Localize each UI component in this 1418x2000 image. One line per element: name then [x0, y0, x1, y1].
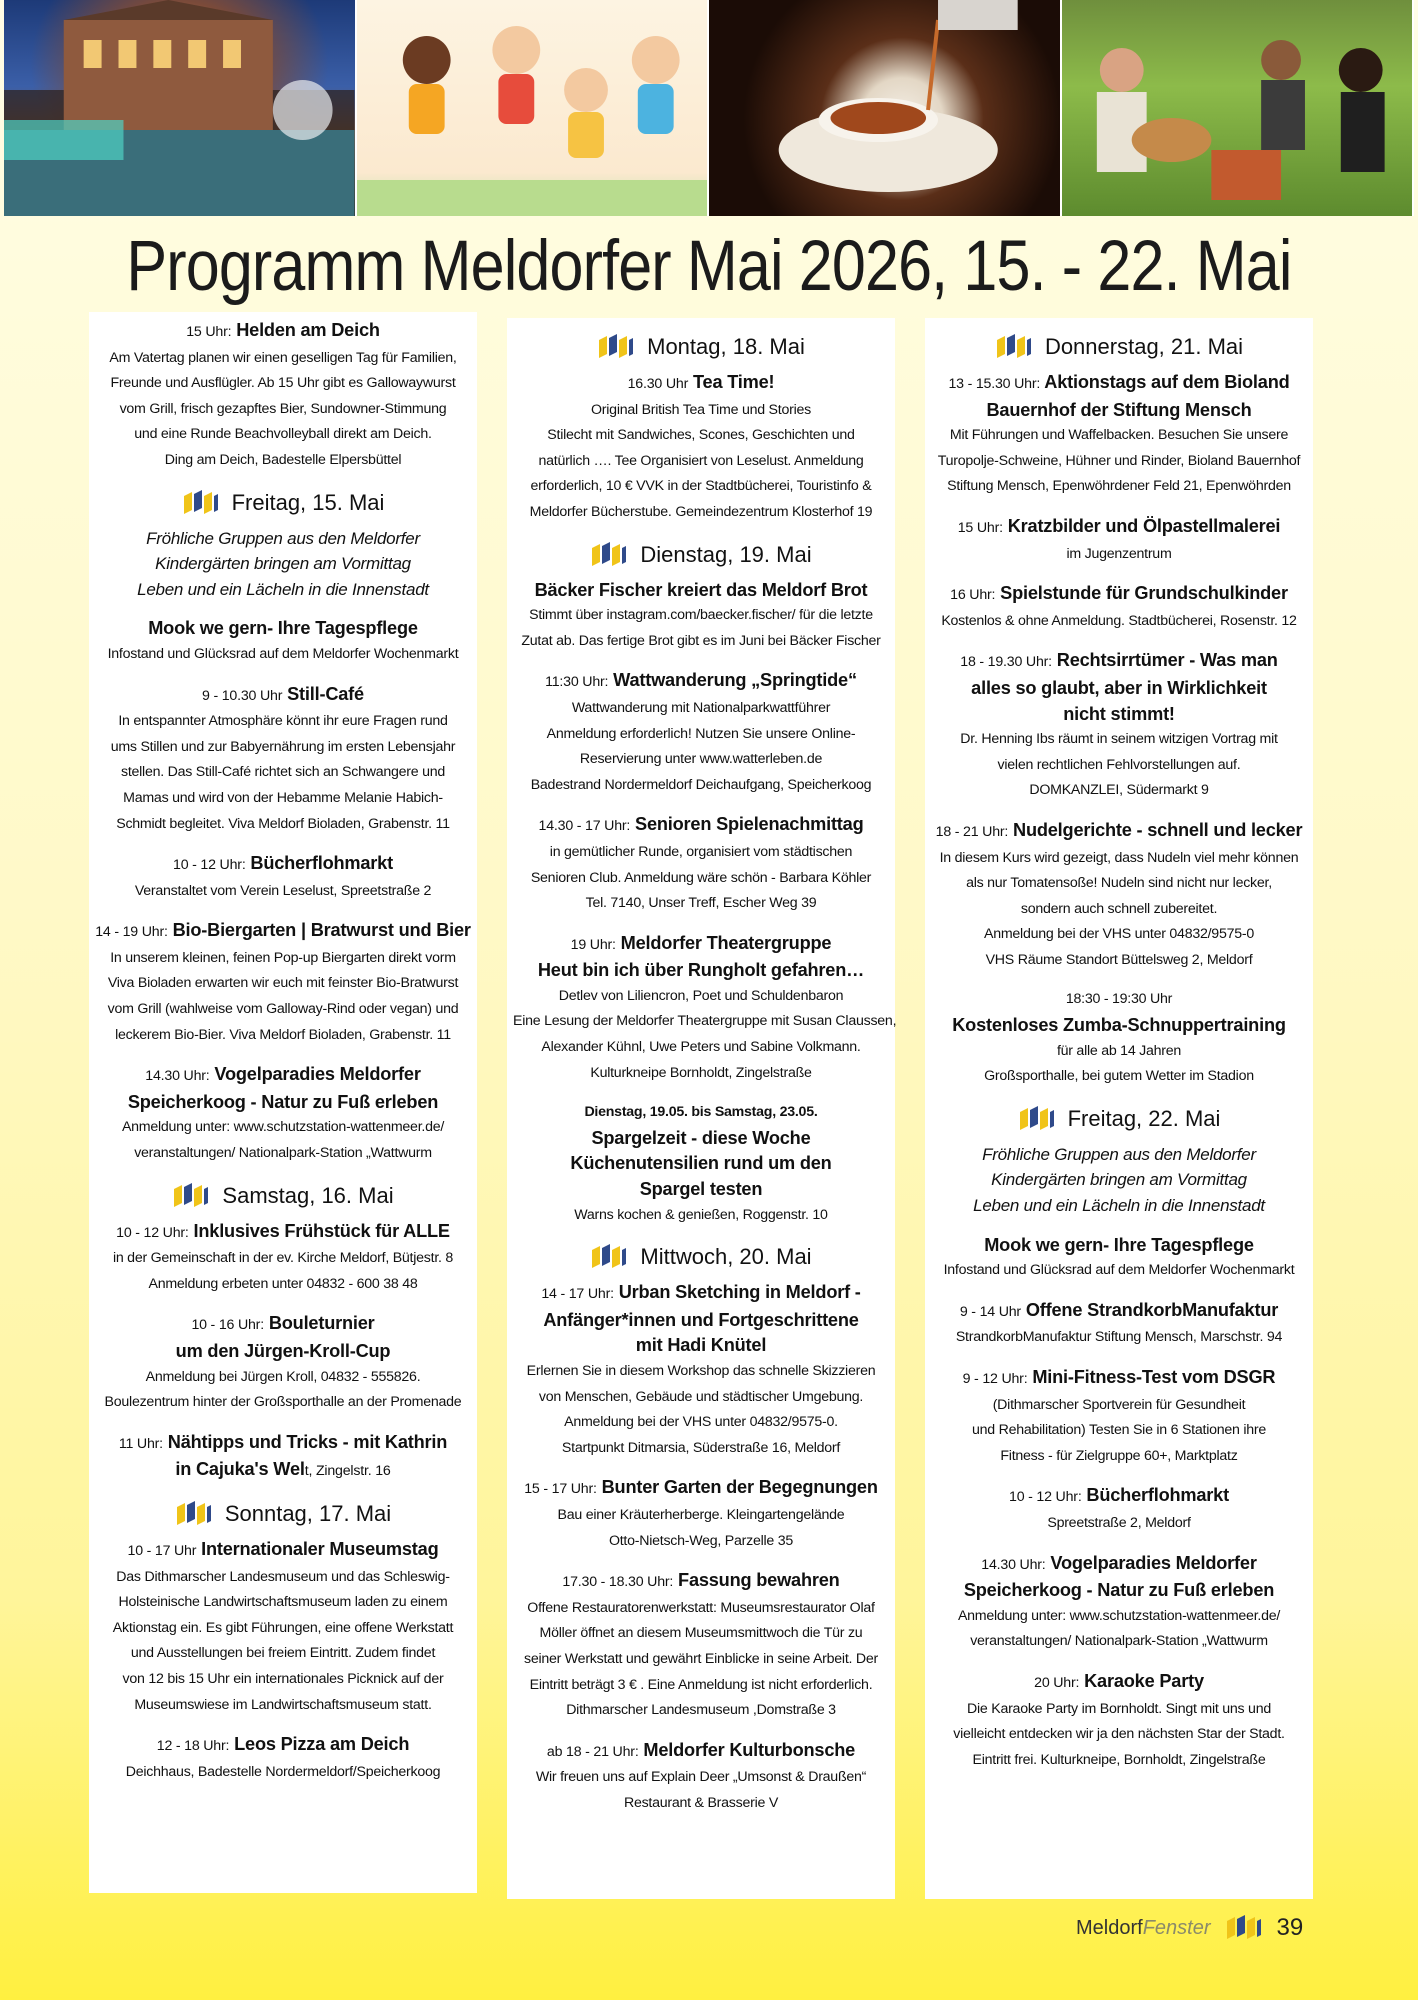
- event-leos-pizza: [95, 1732, 471, 1785]
- event-title: Still-Café: [287, 683, 364, 704]
- event-text: Großsporthalle, bei gutem Wetter im Stadion: [984, 1068, 1254, 1085]
- event-title: Bio-Biergarten | Bratwurst und Bier: [172, 920, 471, 941]
- event-time: 14.30 Uhr:: [145, 1068, 210, 1085]
- event-text: Kulturkneipe Bornholdt, Zingelstraße: [590, 1064, 812, 1081]
- day-heading-saturday-16: [95, 1181, 471, 1211]
- event-text: Kindergärten bringen am Vormittag: [991, 1170, 1247, 1190]
- event-title: Bücherflohmarkt: [1086, 1485, 1229, 1506]
- event-text: Detlev von Liliencron, Poet und Schuldenbaron: [558, 987, 844, 1004]
- event-text: Reservierung unter www.watterleben.de: [579, 751, 823, 768]
- event-time: 9 - 14 Uhr: [959, 1303, 1021, 1320]
- event-time: 9 - 10.30 Uhr: [202, 687, 283, 704]
- event-time: 18 - 21 Uhr:: [935, 823, 1009, 840]
- event-text: Senioren Club. Anmeldung wäre schön - Barbara Köhler: [530, 869, 872, 886]
- event-aktionstag-bioland: [931, 370, 1307, 500]
- event-text: Stiftung Mensch, Epenwöhrdener Feld 21, Epenwöhrden: [947, 478, 1291, 495]
- day-label: Donnerstag, 21. Mai: [1044, 334, 1244, 359]
- event-title-line-2: Speicherkoog - Natur zu Fuß erleben: [127, 1091, 439, 1112]
- event-title: Nähtipps und Tricks - mit Kathrin: [167, 1431, 448, 1452]
- event-text: Mit Führungen und Waffelbacken. Besuchen Sie unsere: [949, 427, 1289, 444]
- event-text: und eine Runde Beachvolleyball direkt am Deich.: [134, 426, 432, 443]
- event-text: VHS Räume Standort Büttelsweg 2, Meldorf: [985, 951, 1253, 968]
- event-text: Turopolje-Schweine, Hühner und Rinder, Bioland Bauernhof: [937, 452, 1301, 469]
- event-text: Wir freuen uns auf Explain Deer „Umsonst & Draußen“: [535, 1769, 867, 1786]
- event-time: 13 - 15.30 Uhr:: [948, 376, 1041, 392]
- event-time: 11:30 Uhr:: [545, 674, 609, 691]
- event-kindergaerten: [95, 526, 471, 603]
- event-title: Spargelzeit - diese Woche: [591, 1127, 811, 1148]
- event-title-line-2: um den Jürgen-Kroll-Cup: [175, 1341, 391, 1361]
- event-text: Freunde und Ausflügler. Ab 15 Uhr gibt es Gallowaywurst: [110, 375, 456, 392]
- event-title: Mini-Fitness-Test vom DSGR: [1032, 1367, 1276, 1387]
- event-text: Badestrand Nordermeldorf Deichaufgang, Speicherkoog: [530, 776, 872, 793]
- day-heading-wednesday-20: [513, 1242, 889, 1272]
- event-museumstag: [95, 1537, 471, 1718]
- event-text: Museumswiese im Landwirtschaftsmuseum statt.: [134, 1696, 432, 1713]
- event-buecherflohmarkt: [95, 851, 471, 904]
- event-text: Stilecht mit Sandwiches, Scones, Geschichten und: [547, 427, 855, 444]
- event-tea-time: [513, 370, 889, 526]
- event-time: 18 - 19.30 Uhr:: [960, 654, 1052, 671]
- event-title: Mook we gern- Ihre Tagespflege: [984, 1234, 1254, 1255]
- event-text: Infostand und Glücksrad auf dem Meldorfer Wochenmarkt: [107, 645, 459, 662]
- event-strandkorbmanufaktur: [931, 1298, 1307, 1351]
- event-text: In diesem Kurs wird gezeigt, dass Nudeln viel mehr können: [939, 849, 1299, 866]
- event-time: 11 Uhr:: [118, 1435, 163, 1452]
- event-text: Eintritt frei. Kulturkneipe, Bornholdt, Zingelstraße: [972, 1751, 1266, 1768]
- event-buecherflohmarkt: [931, 1483, 1307, 1536]
- meldorf-logo-icon: [175, 1501, 213, 1527]
- event-text: veranstaltungen/ Nationalpark-Station „Wattwurm: [970, 1633, 1268, 1650]
- event-text: Am Vatertag planen wir einen geselligen Tag für Familien,: [109, 349, 457, 366]
- event-text: und Ausstellungen bei freiem Eintritt. Zudem findet: [130, 1645, 436, 1662]
- event-text: Anmeldung bei der VHS unter 04832/9575-0: [983, 926, 1254, 943]
- event-title: Spielstunde für Grundschulkinder: [1000, 583, 1288, 604]
- day-heading-thursday-21: [931, 332, 1307, 362]
- event-text: Mamas und wird von der Hebamme Melanie Habich-: [123, 789, 443, 806]
- event-title: Kratzbilder und Ölpastellmalerei: [1007, 515, 1281, 536]
- event-bio-biergarten: [95, 918, 471, 1048]
- event-title: Vogelparadies Meldorfer: [214, 1064, 421, 1085]
- event-text: von Menschen, Gebäude und städtischer Umgebung.: [538, 1388, 864, 1405]
- event-text: Anmeldung bei Jürgen Kroll, 04832 - 555826.: [145, 1368, 421, 1385]
- event-helden-am-deich: [95, 318, 471, 474]
- event-time: 19 Uhr:: [570, 936, 616, 953]
- event-text: Infostand und Glücksrad auf dem Meldorfer Wochenmarkt: [943, 1262, 1295, 1279]
- event-text: Restaurant & Brasserie V: [623, 1794, 779, 1811]
- day-label: Montag, 18. Mai: [647, 334, 805, 359]
- event-text: Original British Tea Time und Stories: [591, 401, 811, 418]
- event-time: ab 18 - 21 Uhr:: [546, 1743, 639, 1760]
- event-text: Kindergärten bringen am Vormittag: [155, 554, 411, 574]
- day-heading-friday-15: [95, 488, 471, 518]
- event-text: Aktionstag ein. Es gibt Führungen, eine offene Werkstatt: [112, 1619, 454, 1636]
- event-naehtipps: [95, 1430, 471, 1485]
- event-text: Kostenlos & ohne Anmeldung. Stadtbücherei, Rosenstr. 12: [941, 612, 1297, 629]
- day-label: Freitag, 22. Mai: [1067, 1105, 1221, 1131]
- event-title-line-2: Speicherkoog - Natur zu Fuß erleben: [963, 1580, 1275, 1601]
- event-text: Dr. Henning Ibs räumt in seinem witzigen Vortrag mit: [960, 731, 1278, 748]
- event-zumba: [931, 987, 1307, 1089]
- event-text: leckerem Bio-Bier. Viva Meldorf Bioladen, Grabenstr. 11: [115, 1026, 451, 1043]
- event-text: Veranstaltet vom Verein Leselust, Spreetstraße 2: [134, 882, 432, 899]
- event-title: Bäcker Fischer kreiert das Meldorf Brot: [534, 579, 868, 600]
- event-vogelparadies: [95, 1062, 471, 1166]
- event-text: Otto-Nietsch-Weg, Parzelle 35: [608, 1532, 794, 1549]
- event-karaoke-party: [931, 1669, 1307, 1773]
- event-time: 12 - 18 Uhr:: [156, 1738, 230, 1755]
- day-label: Sonntag, 17. Mai: [224, 1500, 392, 1526]
- event-text: Zutat ab. Das fertige Brot gibt es im Juni bei Bäcker Fischer: [521, 632, 881, 649]
- event-text: Tel. 7140, Unser Treff, Escher Weg 39: [585, 895, 817, 912]
- event-tagespflege: [931, 1233, 1307, 1284]
- event-text: und Rehabilitation) Testen Sie in 6 Stationen ihre: [971, 1422, 1267, 1439]
- event-text: stellen. Das Still-Café richtet sich an Schwangere und: [120, 764, 445, 781]
- event-text: Schmidt begleitet. Viva Meldorf Bioladen, Grabenstr. 11: [116, 815, 450, 832]
- event-time: 14.30 Uhr:: [981, 1556, 1046, 1573]
- meldorf-logo-icon: [182, 490, 220, 516]
- event-time: 15 - 17 Uhr:: [524, 1481, 597, 1498]
- day-heading-friday-22: [931, 1104, 1307, 1134]
- event-title: Inklusives Frühstück für ALLE: [193, 1220, 450, 1241]
- event-time: 14 - 17 Uhr:: [541, 1286, 614, 1303]
- event-text: Das Dithmarscher Landesmuseum und das Schleswig-: [116, 1568, 450, 1585]
- event-text: im Jugenzentrum: [1066, 545, 1172, 562]
- event-time: 10 - 12 Uhr:: [1009, 1489, 1082, 1506]
- photo-town-hall-evening: [4, 0, 357, 216]
- event-time: 10 - 12 Uhr:: [116, 1224, 189, 1241]
- event-time: 10 - 12 Uhr:: [173, 857, 246, 874]
- day-label: Dienstag, 19. Mai: [640, 541, 812, 567]
- event-text: Alexander Kühnl, Uwe Peters und Sabine Volkmann.: [541, 1039, 861, 1056]
- day-heading-sunday-17: [95, 1499, 471, 1529]
- event-title: Tea Time!: [692, 372, 775, 392]
- event-title-line-2: in Cajuka's Wel: [175, 1459, 305, 1480]
- event-title: Urban Sketching in Meldorf -: [618, 1282, 861, 1303]
- event-text: (Dithmarscher Sportverein für Gesundheit: [992, 1396, 1246, 1413]
- event-time: 15 Uhr:: [186, 324, 232, 340]
- event-text: vom Grill, frisch gezapftes Bier, Sundowner-Stimmung: [119, 400, 447, 417]
- event-kindergaerten: [931, 1142, 1307, 1219]
- event-senioren-spielenachmittag: [513, 812, 889, 916]
- program-column-3: [925, 318, 1313, 1899]
- event-time: 10 - 17 Uhr: [127, 1542, 197, 1559]
- event-text: als nur Tomatensoße! Nudeln sind nicht nur lecker,: [966, 875, 1272, 892]
- event-time: 16 Uhr:: [950, 587, 996, 604]
- meldorf-logo-icon: [995, 334, 1033, 360]
- event-spargelzeit: [513, 1100, 889, 1228]
- event-text: Anmeldung bei der VHS unter 04832/9575-0.: [564, 1414, 838, 1431]
- event-text: In entspannter Atmosphäre könnt ihr eure Fragen rund: [118, 713, 448, 730]
- event-date-range: Dienstag, 19.05. bis Samstag, 23.05.: [584, 1104, 818, 1121]
- event-title: Mook we gern- Ihre Tagespflege: [148, 618, 418, 639]
- event-title: Senioren Spielenachmittag: [635, 814, 864, 835]
- event-text: Anmeldung erforderlich! Nutzen Sie unsere Online-: [546, 725, 856, 742]
- event-title-line-3: nicht stimmt!: [1063, 703, 1175, 724]
- event-text: erforderlich, 10 € VVK in der Stadtbücherei, Touristinfo &: [530, 478, 872, 495]
- event-bunter-garten: [513, 1475, 889, 1554]
- event-text: Spreetstraße 2, Meldorf: [1047, 1514, 1191, 1531]
- event-text: Leben und ein Lächeln in die Innenstadt: [973, 1196, 1265, 1216]
- event-title: Bücherflohmarkt: [250, 853, 393, 874]
- event-text: Möller öffnet an diesem Museumsmittwoch die Tür zu: [539, 1625, 863, 1642]
- event-title-line-2: alles so glaubt, aber in Wirklichkeit: [971, 677, 1267, 698]
- event-time: 10 - 16 Uhr:: [191, 1317, 264, 1334]
- event-text: Die Karaoke Party im Bornholdt. Singt mit uns und: [967, 1700, 1271, 1717]
- event-title-line-2: Anfänger*innen und Fortgeschrittene: [543, 1309, 859, 1330]
- event-text: für alle ab 14 Jahren: [1056, 1042, 1182, 1059]
- day-heading-tuesday-19: [513, 540, 889, 570]
- event-title-line-2: Küchenutensilien rund um den: [570, 1153, 832, 1174]
- event-text: vielleicht entdecken wir ja den nächsten Star der Stadt.: [953, 1726, 1285, 1743]
- event-text: Fitness - für Zielgruppe 60+, Marktplatz: [1000, 1447, 1238, 1464]
- program-column-1: [89, 312, 477, 1893]
- event-text: Stimmt über instagram.com/baecker.fischer/ für die letzte: [529, 607, 873, 624]
- event-title: Aktionstags auf dem Bioland: [1044, 372, 1290, 392]
- event-text: seiner Werkstatt und gewährt Einblicke in seine Arbeit. Der: [523, 1650, 879, 1667]
- event-text: Offene Restauratorenwerkstatt: Museumsrestaurator Olaf: [527, 1599, 875, 1616]
- event-location: t, Zingelstr. 16: [304, 1463, 391, 1480]
- photo-cartoon-kids: [357, 0, 710, 216]
- event-text: in gemütlicher Runde, organisiert vom städtischen: [549, 843, 853, 860]
- meldorf-logo-icon: [590, 542, 628, 568]
- event-title: Meldorfer Theatergruppe: [620, 932, 832, 953]
- photo-picnic-guitar: [1062, 0, 1415, 216]
- event-text: Viva Bioladen erwarten wir euch mit feinster Bio-Bratwurst: [107, 975, 459, 992]
- event-text: StrandkorbManufaktur Stiftung Mensch, Marschstr. 94: [955, 1329, 1283, 1346]
- event-vogelparadies: [931, 1551, 1307, 1655]
- event-text: ums Stillen und zur Babyernährung im ersten Lebensjahr: [110, 738, 456, 755]
- event-text: Fröhliche Gruppen aus den Meldorfer: [982, 1144, 1256, 1164]
- event-title: Fassung bewahren: [678, 1570, 840, 1591]
- event-text: von 12 bis 15 Uhr ein internationales Picknick auf der: [122, 1670, 444, 1687]
- event-text: Boulezentrum hinter der Großsporthalle an der Promenade: [104, 1394, 462, 1411]
- event-title: Offene StrandkorbManufaktur: [1025, 1299, 1279, 1320]
- event-fitness-test: [931, 1365, 1307, 1469]
- event-text: vom Grill (wahlweise vom Galloway-Rind oder vegan) und: [107, 1001, 459, 1018]
- event-kulturbonsche: [513, 1738, 889, 1817]
- day-label: Mittwoch, 20. Mai: [640, 1244, 812, 1270]
- event-text: In unserem kleinen, feinen Pop-up Biergarten direkt vorm: [110, 949, 456, 966]
- event-time: 17.30 - 18.30 Uhr:: [562, 1574, 674, 1591]
- event-still-cafe: [95, 682, 471, 838]
- event-text: Eine Lesung der Meldorfer Theatergruppe mit Susan Claussen,: [513, 1013, 897, 1030]
- event-rechtsirrtuemer: [931, 648, 1307, 804]
- event-text: sondern auch schnell zubereitet.: [1020, 900, 1218, 917]
- day-label: Samstag, 16. Mai: [222, 1182, 394, 1208]
- event-text: Fröhliche Gruppen aus den Meldorfer: [146, 528, 420, 548]
- event-title: Wattwanderung „Springtide“: [613, 670, 857, 691]
- event-text: Anmeldung unter: www.schutzstation-wattenmeer.de/: [121, 1119, 445, 1136]
- event-title-line-2: Bauernhof der Stiftung Mensch: [986, 399, 1252, 420]
- event-title-line-3: mit Hadi Knütel: [635, 1335, 767, 1356]
- day-label: Freitag, 15. Mai: [231, 489, 385, 515]
- event-text: Holsteinische Landwirtschaftsmuseum laden zu einem: [118, 1594, 448, 1611]
- event-time: 15 Uhr:: [957, 519, 1003, 536]
- program-column-2: [507, 318, 895, 1899]
- footer-brand-meldorf: Meldorf: [1076, 1916, 1143, 1939]
- event-text: Startpunkt Ditmarsia, Süderstraße 16, Meldorf: [561, 1439, 841, 1456]
- event-text: Dithmarscher Landesmuseum ,Domstraße 3: [566, 1702, 836, 1719]
- event-kratzbilder: [931, 514, 1307, 567]
- event-nudelgerichte: [931, 818, 1307, 974]
- event-text: Ding am Deich, Badestelle Elpersbüttel: [164, 451, 402, 468]
- event-tagespflege: [95, 616, 471, 667]
- event-title: Nudelgerichte - schnell und lecker: [1013, 819, 1303, 840]
- footer-brand-fenster: Fenster: [1142, 1916, 1211, 1939]
- meldorf-logo-icon: [1018, 1106, 1056, 1132]
- event-urban-sketching: [513, 1280, 889, 1461]
- event-title: Bouleturnier: [268, 1313, 375, 1334]
- meldorf-logo-icon: [597, 334, 635, 360]
- event-text: Eintritt beträgt 3 € . Eine Anmeldung ist nicht erforderlich.: [529, 1676, 873, 1693]
- event-text: DOMKANZLEI, Südermarkt 9: [1029, 782, 1209, 799]
- event-text: veranstaltungen/ Nationalpark-Station „Wattwurm: [134, 1145, 432, 1162]
- event-spielstunde: [931, 581, 1307, 634]
- footer-brand: [1076, 1914, 1303, 1942]
- event-text: Warns kochen & genießen, Roggenstr. 10: [574, 1206, 828, 1223]
- event-title: Helden am Deich: [236, 320, 380, 340]
- day-heading-monday-18: [513, 332, 889, 362]
- event-title: Leos Pizza am Deich: [234, 1734, 410, 1755]
- event-title: Kostenloses Zumba-Schnuppertraining: [952, 1015, 1286, 1036]
- event-title: Internationaler Museumstag: [201, 1538, 439, 1559]
- event-text: Erlernen Sie in diesem Workshop das schnelle Skizzieren: [526, 1363, 876, 1379]
- event-fruehstueck: [95, 1219, 471, 1298]
- meldorf-logo-icon: [590, 1244, 628, 1270]
- event-time: 14 - 19 Uhr:: [95, 924, 168, 941]
- event-title: Karaoke Party: [1084, 1670, 1204, 1691]
- event-text: Bau einer Kräuterherberge. Kleingartengelände: [557, 1506, 845, 1523]
- event-title: Bunter Garten der Begegnungen: [601, 1477, 878, 1498]
- event-title: Rechtsirrtümer - Was man: [1056, 650, 1278, 671]
- event-text: Meldorfer Bücherstube. Gemeindezentrum Klosterhof 19: [529, 503, 873, 520]
- page-number: 39: [1276, 1914, 1304, 1941]
- event-fassung-bewahren: [513, 1568, 889, 1724]
- event-meldorf-brot: [513, 578, 889, 655]
- event-bouleturnier: [95, 1311, 471, 1415]
- event-title: Meldorfer Kulturbonsche: [643, 1739, 856, 1760]
- event-time: 20 Uhr:: [1034, 1674, 1080, 1691]
- event-text: vielen rechtlichen Fehlvorstellungen auf.: [997, 756, 1241, 773]
- event-text: Wattwanderung mit Nationalparkwattführer: [571, 699, 831, 716]
- event-time: 14.30 - 17 Uhr:: [538, 818, 631, 835]
- event-text: Deichhaus, Badestelle Nordermeldorf/Speicherkoog: [125, 1763, 441, 1780]
- meldorf-logo-icon: [1225, 1915, 1263, 1941]
- event-title-line-2: Heut bin ich über Rungholt gefahren…: [537, 960, 865, 981]
- event-wattwanderung: [513, 668, 889, 798]
- event-text: Anmeldung unter: www.schutzstation-wattenmeer.de/: [957, 1607, 1281, 1624]
- event-time: 9 - 12 Uhr:: [962, 1371, 1028, 1387]
- event-text: Anmeldung erbeten unter 04832 - 600 38 48: [148, 1275, 418, 1292]
- event-time: 18:30 - 19:30 Uhr: [1065, 991, 1173, 1008]
- event-time: 16.30 Uhr: [627, 376, 689, 392]
- event-text: in der Gemeinschaft in der ev. Kirche Meldorf, Bütjestr. 8: [112, 1250, 454, 1267]
- event-title-line-3: Spargel testen: [639, 1179, 763, 1200]
- page-title: Programm Meldorfer Mai 2026, 15. - 22. Mai: [126, 227, 1292, 306]
- event-text: Leben und ein Lächeln in die Innenstadt: [137, 579, 429, 599]
- photo-teacup: [709, 0, 1062, 216]
- meldorf-logo-icon: [172, 1183, 210, 1209]
- event-text: natürlich …. Tee Organisiert von Leselust. Anmeldung: [538, 452, 864, 469]
- event-title: Vogelparadies Meldorfer: [1050, 1552, 1257, 1573]
- event-theatergruppe: [513, 931, 897, 1087]
- header-photo-strip: [4, 0, 1414, 216]
